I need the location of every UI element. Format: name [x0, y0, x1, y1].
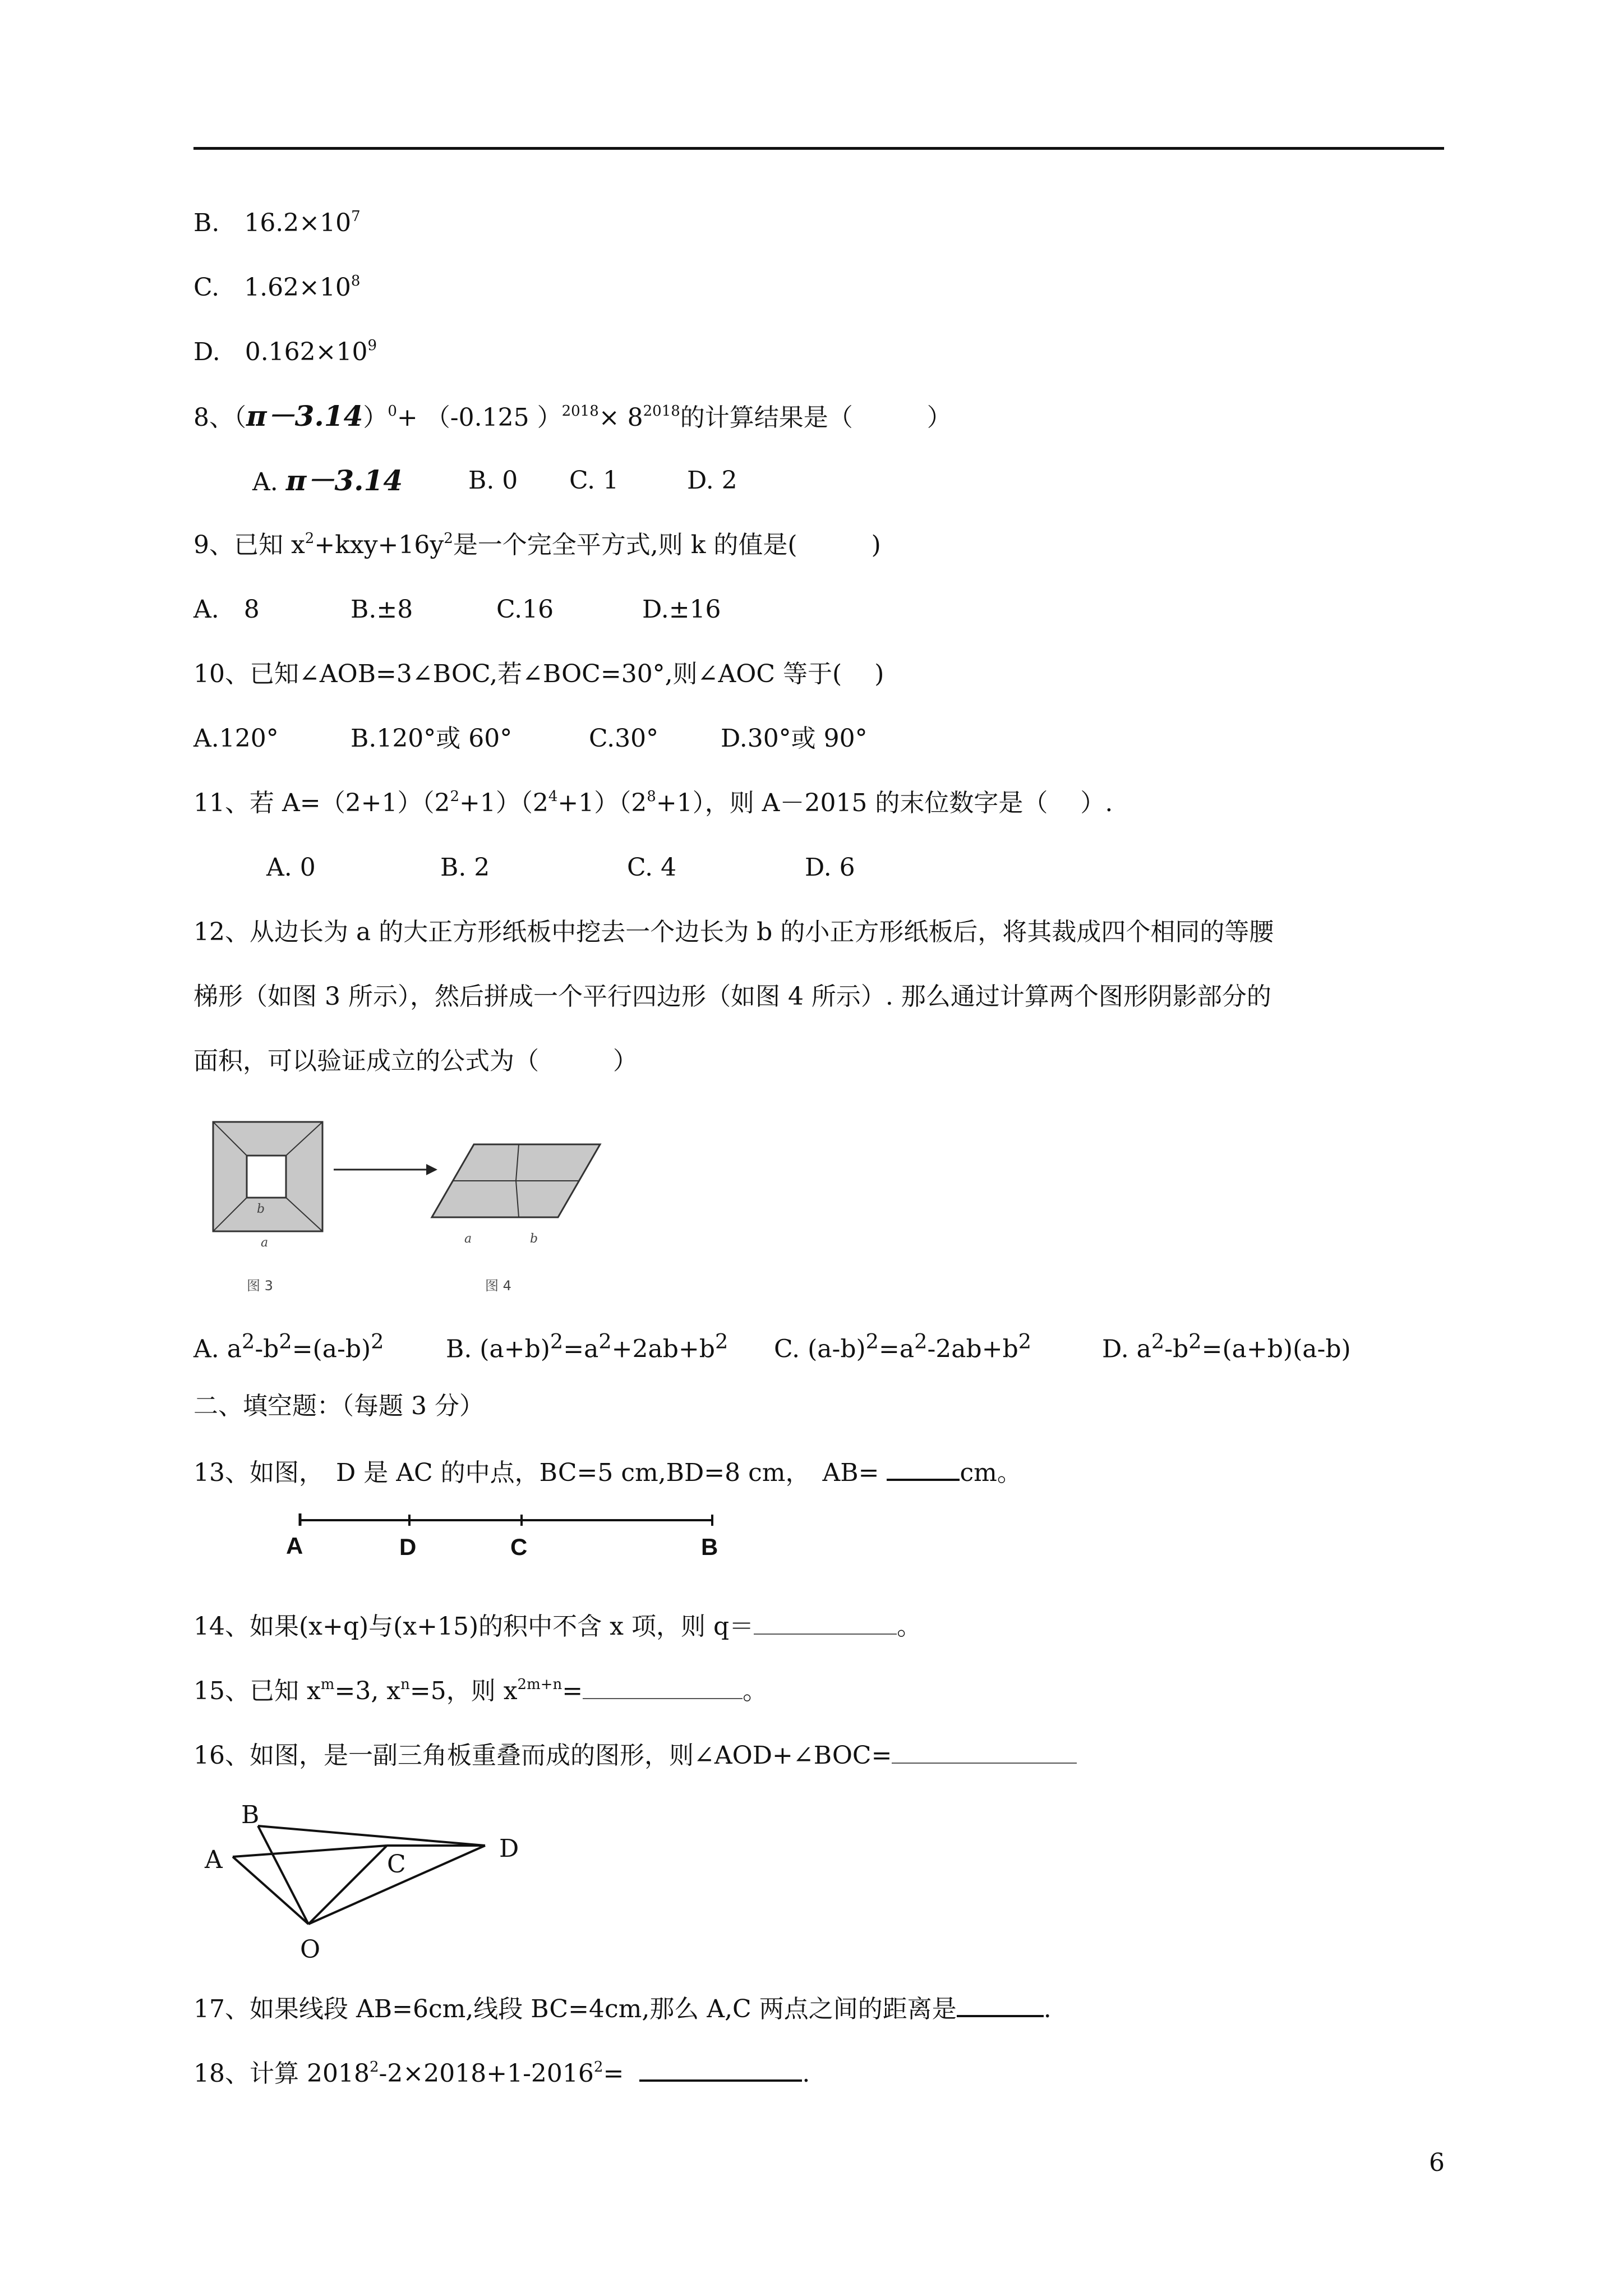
question-15: 15、已知 $x^m=3$, $x^n=5$，则 $x^{2m+n}=$ 。	[193, 1673, 767, 1708]
q8-option-b: B. 0	[468, 466, 518, 495]
question-11: 11、若 $A=(2+1)(2^2+1)(2^4+1)(2^8+1)$，则 A－2015 的末位数字是（ ）.	[193, 788, 1113, 817]
q12-option-d: D. $a^2-b^2=(a+b)(a-b)$	[1102, 1329, 1351, 1364]
question-8: 8、$(\pi-3.14)^0+ (-0.125$ ）$^{2018}\times 8^{2018}$的计算结果是（ ）	[193, 399, 952, 432]
q13-point-b: B	[701, 1534, 718, 1559]
header-rule	[193, 147, 1444, 150]
question-14: 14、如果(x+q)与(x+15)的积中不含 x 项，则 q＝ 。	[193, 1609, 921, 1644]
q10-option-b: B.120°或 60°	[351, 724, 513, 753]
q13-point-a: A	[286, 1533, 303, 1559]
q12-option-b: B. $(a+b)^2=a^2+2ab+b^2$	[446, 1329, 728, 1364]
q13-point-d: D	[399, 1534, 417, 1559]
arrow-icon	[334, 1164, 437, 1175]
section-2-heading: 二、填空题：（每题 3 分）	[193, 1392, 484, 1420]
q18-answer-blank[interactable]	[639, 2055, 802, 2082]
q11-option-a: A. 0	[266, 853, 316, 882]
q16-point-a: A	[205, 1846, 223, 1874]
q9-option-c: C.16	[496, 595, 554, 624]
figure-4-parallelogram	[432, 1144, 600, 1217]
q11-option-b: B. 2	[440, 853, 490, 882]
q13-answer-blank[interactable]	[887, 1454, 960, 1481]
q8-option-a: A. π－3.14	[252, 464, 403, 497]
fig4-label-a: a	[464, 1232, 472, 1246]
q9-option-d: D.±16	[642, 595, 721, 624]
q15-answer-blank[interactable]	[583, 1673, 743, 1699]
q16-point-d: D	[499, 1834, 519, 1863]
fig3-label-a: a	[261, 1236, 269, 1250]
q10-option-a: A.120°	[193, 724, 279, 753]
figure-3-caption: 图 3	[247, 1278, 273, 1294]
q16-triangle-figure	[202, 1795, 538, 1975]
question-12-line-2: 梯形（如图 3 所示），然后拼成一个平行四边形（如图 4 所示）. 那么通过计算两个图形阴影部分的	[193, 982, 1271, 1011]
q10-option-c: C.30°	[589, 724, 659, 753]
figure-3-and-4	[208, 1116, 611, 1307]
q10-option-d: D.30°或 90°	[721, 724, 868, 753]
q16-point-b: B	[241, 1801, 260, 1829]
q16-answer-blank[interactable]	[892, 1738, 1077, 1764]
q14-answer-blank[interactable]	[754, 1609, 897, 1635]
q8-option-c: C. 1	[569, 466, 619, 495]
q16-point-o: O	[300, 1935, 321, 1964]
question-9: 9、已知 $x^2+kxy+16y^2$是一个完全平方式,则 k 的值是( )	[193, 530, 881, 559]
fig3-label-b: b	[257, 1202, 265, 1216]
q13-point-c: C	[510, 1534, 528, 1559]
q11-option-c: C. 4	[627, 853, 677, 882]
question-10: 10、已知∠AOB=3∠BOC,若∠BOC=30°,则∠AOC 等于( )	[193, 660, 884, 688]
figure-4-caption: 图 4	[485, 1278, 511, 1294]
q7-option-d: D. $0.162\times 10^9$	[193, 337, 377, 366]
question-12-line-3: 面积，可以验证成立的公式为（ ）	[193, 1047, 638, 1075]
q7-option-c: C. $1.62\times 10^8$	[193, 273, 361, 302]
q9-option-a: A. 8	[193, 595, 260, 624]
question-13: 13、如图， D 是 AC 的中点，BC=5 cm,BD=8 cm， AB= cm。	[193, 1454, 1022, 1490]
q17-answer-blank[interactable]	[957, 1990, 1044, 2017]
q13-line-segment-figure	[275, 1509, 735, 1559]
page-number: 6	[1429, 2148, 1445, 2177]
question-18: 18、计算 $2018^2-2\times 2018+1-2016^2=$ .	[193, 2055, 810, 2091]
figure-3-square	[213, 1122, 322, 1231]
q12-option-c: C. $(a-b)^2=a^2-2ab+b^2$	[774, 1329, 1032, 1364]
q11-option-d: D. 6	[805, 853, 855, 882]
q8-option-d: D. 2	[687, 466, 737, 495]
q16-point-c: C	[387, 1850, 406, 1879]
q7-option-b: B. $16.2\times 10^7$	[193, 208, 361, 237]
question-16: 16、如图，是一副三角板重叠而成的图形，则∠AOD+∠BOC=	[193, 1738, 1077, 1773]
fig4-label-b: b	[530, 1232, 538, 1246]
question-12-line-1: 12、从边长为 a 的大正方形纸板中挖去一个边长为 b 的小正方形纸板后，将其裁成四个相同的等腰	[193, 918, 1274, 946]
q12-option-a: A. $a^2-b^2=(a-b)^2$	[193, 1329, 384, 1364]
q9-option-b: B.±8	[351, 595, 413, 624]
question-17: 17、如果线段 AB=6cm,线段 BC=4cm,那么 A,C 两点之间的距离是 .	[193, 1990, 1052, 2026]
